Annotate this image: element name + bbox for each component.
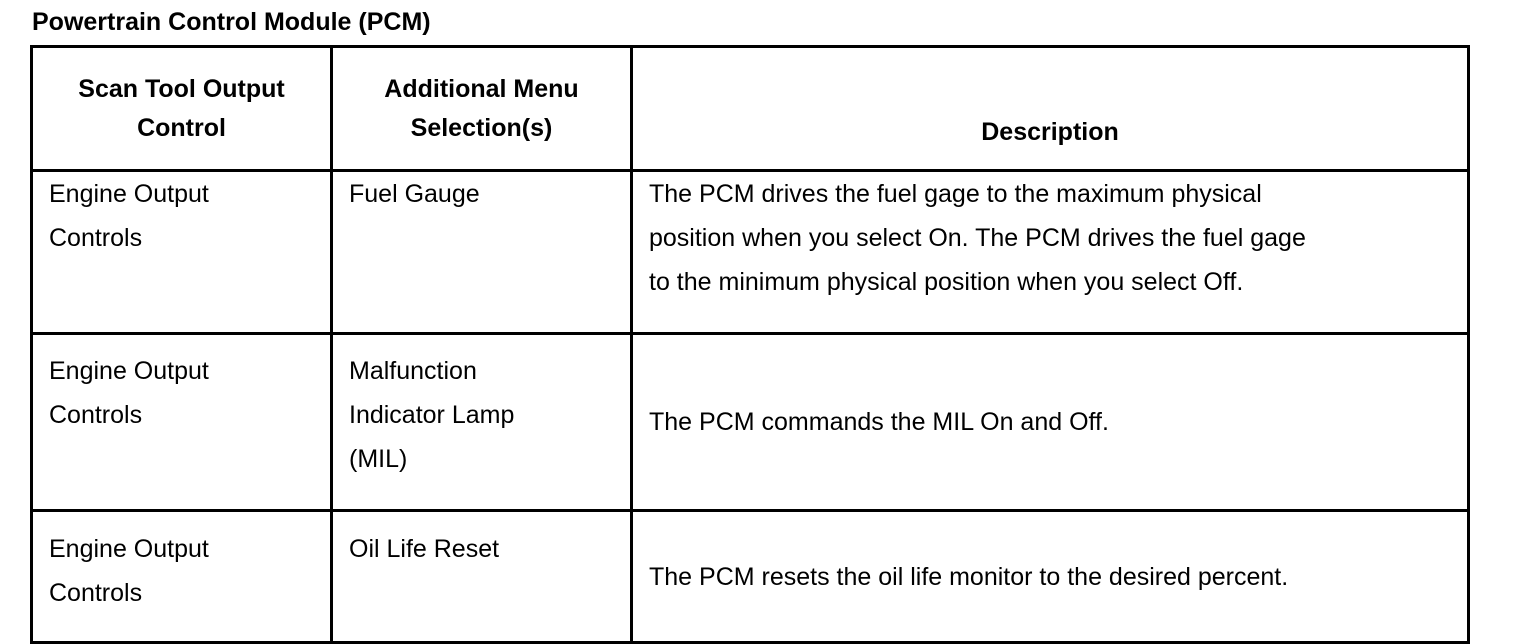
- cell-line: Controls: [49, 579, 143, 607]
- cell-line: Fuel Gauge: [349, 180, 480, 208]
- header-line: Scan Tool Output: [78, 74, 285, 103]
- cell-line: Controls: [49, 224, 143, 252]
- cell-line: The PCM resets the oil life monitor to the desired percent.: [649, 562, 1289, 591]
- selection-cell: [332, 511, 632, 643]
- header-line: Control: [137, 113, 226, 142]
- table-header-row: [32, 47, 1469, 171]
- description-cell: [632, 511, 1469, 643]
- cell-line: position when you select On. The PCM drives the fuel gage: [649, 224, 1306, 252]
- selection-cell: [332, 171, 632, 334]
- table-row: [32, 171, 1469, 334]
- cell-line: Oil Life Reset: [349, 535, 500, 563]
- pcm-output-controls-table: [30, 45, 1470, 644]
- header-line: Description: [981, 118, 1119, 146]
- header-additional-menu-selections: [332, 47, 632, 171]
- cell-line: to the minimum physical position when you select Off.: [649, 268, 1244, 296]
- header-scan-tool-output-control: [32, 47, 332, 171]
- header-line: Additional Menu: [384, 74, 579, 103]
- description-cell: [632, 171, 1469, 334]
- cell-line: Engine Output: [49, 180, 209, 208]
- cell-line: The PCM drives the fuel gage to the maximum physical: [649, 180, 1262, 208]
- cell-line: (MIL): [349, 445, 408, 473]
- table-row: [32, 334, 1469, 511]
- cell-line: Indicator Lamp: [349, 401, 515, 429]
- control-cell: [32, 334, 332, 511]
- table-row: [32, 511, 1469, 643]
- description-cell: [632, 334, 1469, 511]
- header-description: [632, 47, 1469, 171]
- header-line: Selection(s): [410, 113, 553, 142]
- control-cell: [32, 171, 332, 334]
- cell-line: The PCM commands the MIL On and Off.: [649, 408, 1109, 436]
- cell-line: Malfunction: [349, 357, 477, 385]
- cell-line: Engine Output: [49, 357, 209, 385]
- cell-line: Engine Output: [49, 535, 209, 563]
- control-cell: [32, 511, 332, 643]
- cell-line: Controls: [49, 401, 143, 429]
- selection-cell: [332, 334, 632, 511]
- page-title: Powertrain Control Module (PCM): [32, 8, 431, 36]
